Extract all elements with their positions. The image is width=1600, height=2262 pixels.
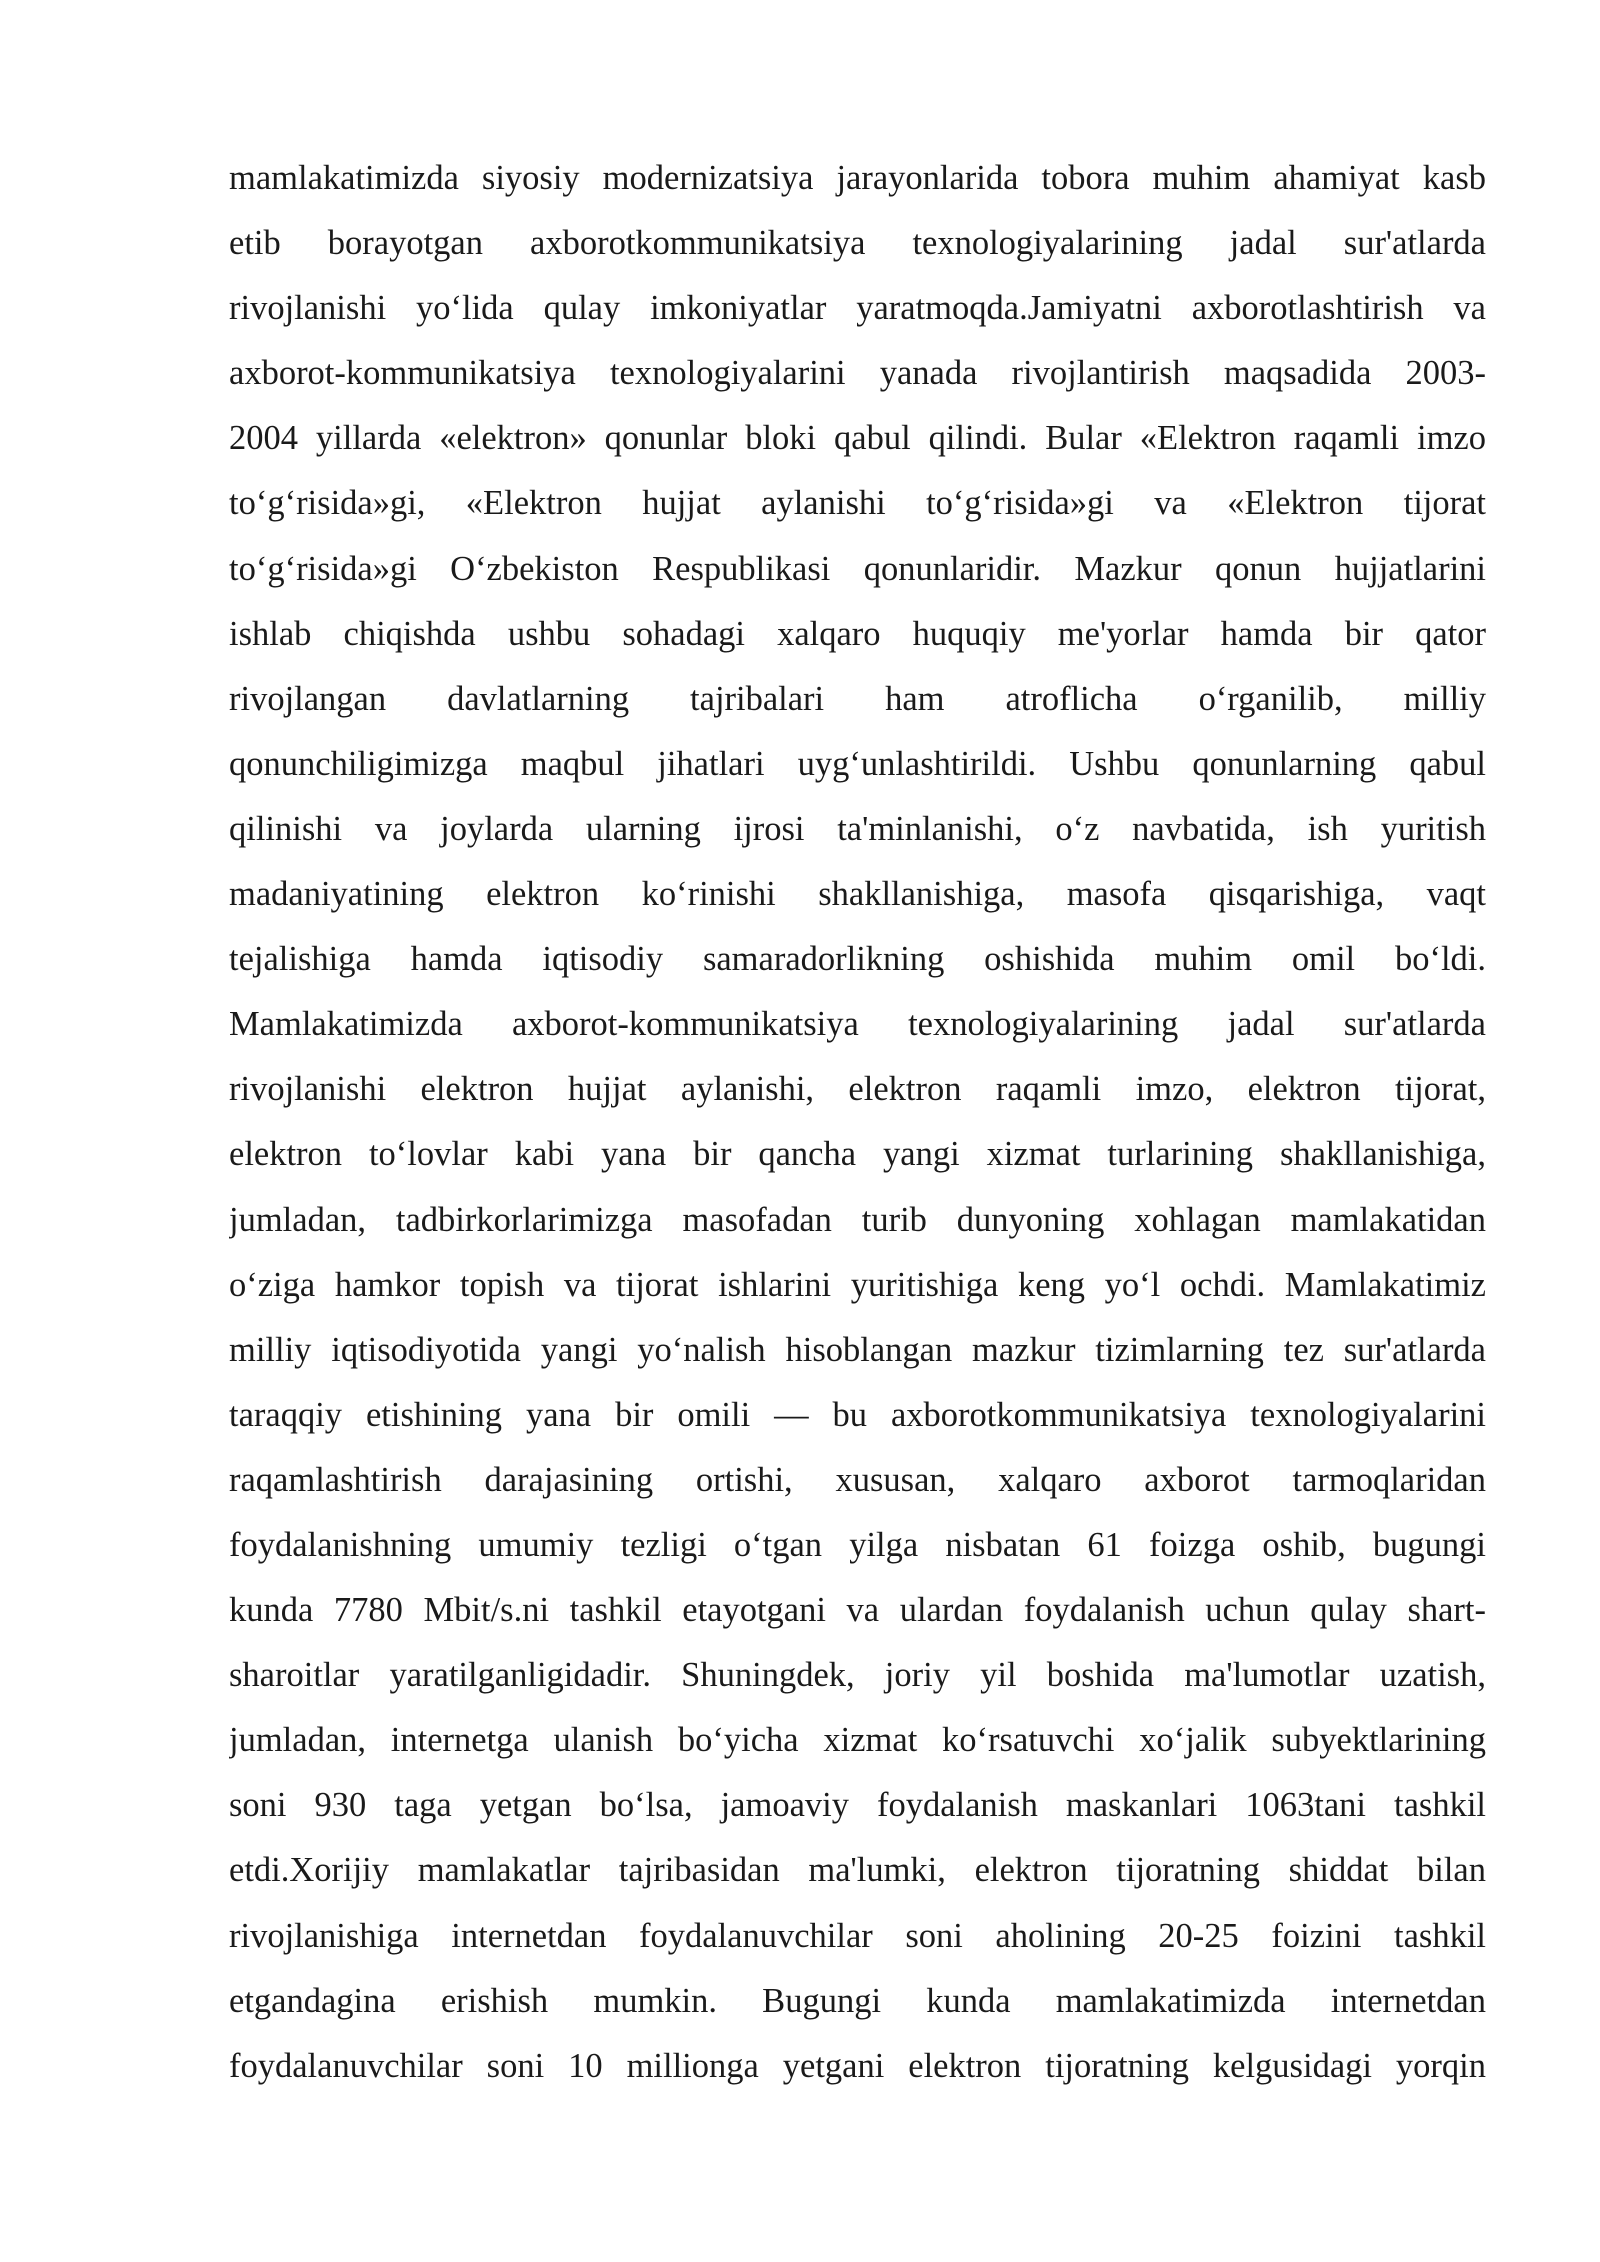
text-line: etdi.Xorijiy mamlakatlar tajribasidan ma'lumki, elektron tijoratning shiddat bilan [229,1851,1486,1890]
text-line: to‘g‘risida»gi, «Elektron hujjat aylanishi to‘g‘risida»gi va «Elektron tijorat [229,484,1486,523]
text-line: raqamlashtirish darajasining ortishi, xususan, xalqaro axborot tarmoqlaridan [229,1460,1486,1499]
text-line: foydalanuvchilar soni 10 millionga yetgani elektron tijoratning kelgusidagi yorqin [229,2046,1486,2085]
text-line: kunda 7780 Mbit/s.ni tashkil etayotgani va ulardan foydalanish uchun qulay shart- [229,1591,1486,1630]
text-line: sharoitlar yaratilganligidadir. Shuningdek, joriy yil boshida ma'lumotlar uzatish, [229,1656,1486,1695]
text-line: jumladan, internetga ulanish bo‘yicha xizmat ko‘rsatuvchi xo‘jalik subyektlarining [229,1721,1486,1760]
text-line: o‘ziga hamkor topish va tijorat ishlarini yuritishiga keng yo‘l ochdi. Mamlakatimiz [229,1265,1486,1304]
text-line: jumladan, tadbirkorlarimizga masofadan turib dunyoning xohlagan mamlakatidan [229,1200,1486,1239]
text-line: madaniyatining elektron ko‘rinishi shakllanishiga, masofa qisqarishiga, vaqt [229,875,1486,914]
text-line: ishlab chiqishda ushbu sohadagi xalqaro huquqiy me'yorlar hamda bir qator [229,614,1486,653]
text-line: qilinishi va joylarda ularning ijrosi ta'minlanishi, o‘z navbatida, ish yuritish [229,809,1486,848]
text-line: taraqqiy etishining yana bir omili — bu axborotkommunikatsiya texnologiyalarini [229,1395,1486,1434]
text-line: elektron to‘lovlar kabi yana bir qancha yangi xizmat turlarining shakllanishiga, [229,1135,1486,1174]
text-line: foydalanishning umumiy tezligi o‘tgan yilga nisbatan 61 foizga oshib, bugungi [229,1525,1486,1564]
text-line: 2004 yillarda «elektron» qonunlar bloki qabul qilindi. Bular «Elektron raqamli imzo [229,419,1486,458]
text-line: to‘g‘risida»gi O‘zbekiston Respublikasi qonunlaridir. Mazkur qonun hujjatlarini [229,549,1486,588]
text-line: Mamlakatimizda axborot-kommunikatsiya texnologiyalarining jadal sur'atlarda [229,1005,1486,1044]
text-line: tejalishiga hamda iqtisodiy samaradorlikning oshishida muhim omil bo‘ldi. [229,940,1486,979]
text-line: axborot-kommunikatsiya texnologiyalarini yanada rivojlantirish maqsadida 2003- [229,354,1486,393]
text-line: rivojlangan davlatlarning tajribalari ham atroflicha o‘rganilib, milliy [229,679,1486,718]
text-line: soni 930 taga yetgan bo‘lsa, jamoaviy foydalanish maskanlari 1063tani tashkil [229,1786,1486,1825]
text-line: qonunchiligimizga maqbul jihatlari uyg‘unlashtirildi. Ushbu qonunlarning qabul [229,744,1486,783]
text-line: rivojlanishi elektron hujjat aylanishi, elektron raqamli imzo, elektron tijorat, [229,1070,1486,1109]
text-line: rivojlanishiga internetdan foydalanuvchilar soni aholining 20-25 foizini tashkil [229,1916,1486,1955]
text-line: etgandagina erishish mumkin. Bugungi kunda mamlakatimizda internetdan [229,1981,1486,2020]
text-line: milliy iqtisodiyotida yangi yo‘nalish hisoblangan mazkur tizimlarning tez sur'atlarda [229,1330,1486,1369]
body-text [229,146,1486,2099]
text-line: mamlakatimizda siyosiy modernizatsiya jarayonlarida tobora muhim ahamiyat kasb [229,159,1486,197]
text-line: etib borayotgan axborotkommunikatsiya texnologiyalarining jadal sur'atlarda [229,224,1486,263]
text-line: rivojlanishi yo‘lida qulay imkoniyatlar yaratmoqda.Jamiyatni axborotlashtirish va [229,289,1486,328]
